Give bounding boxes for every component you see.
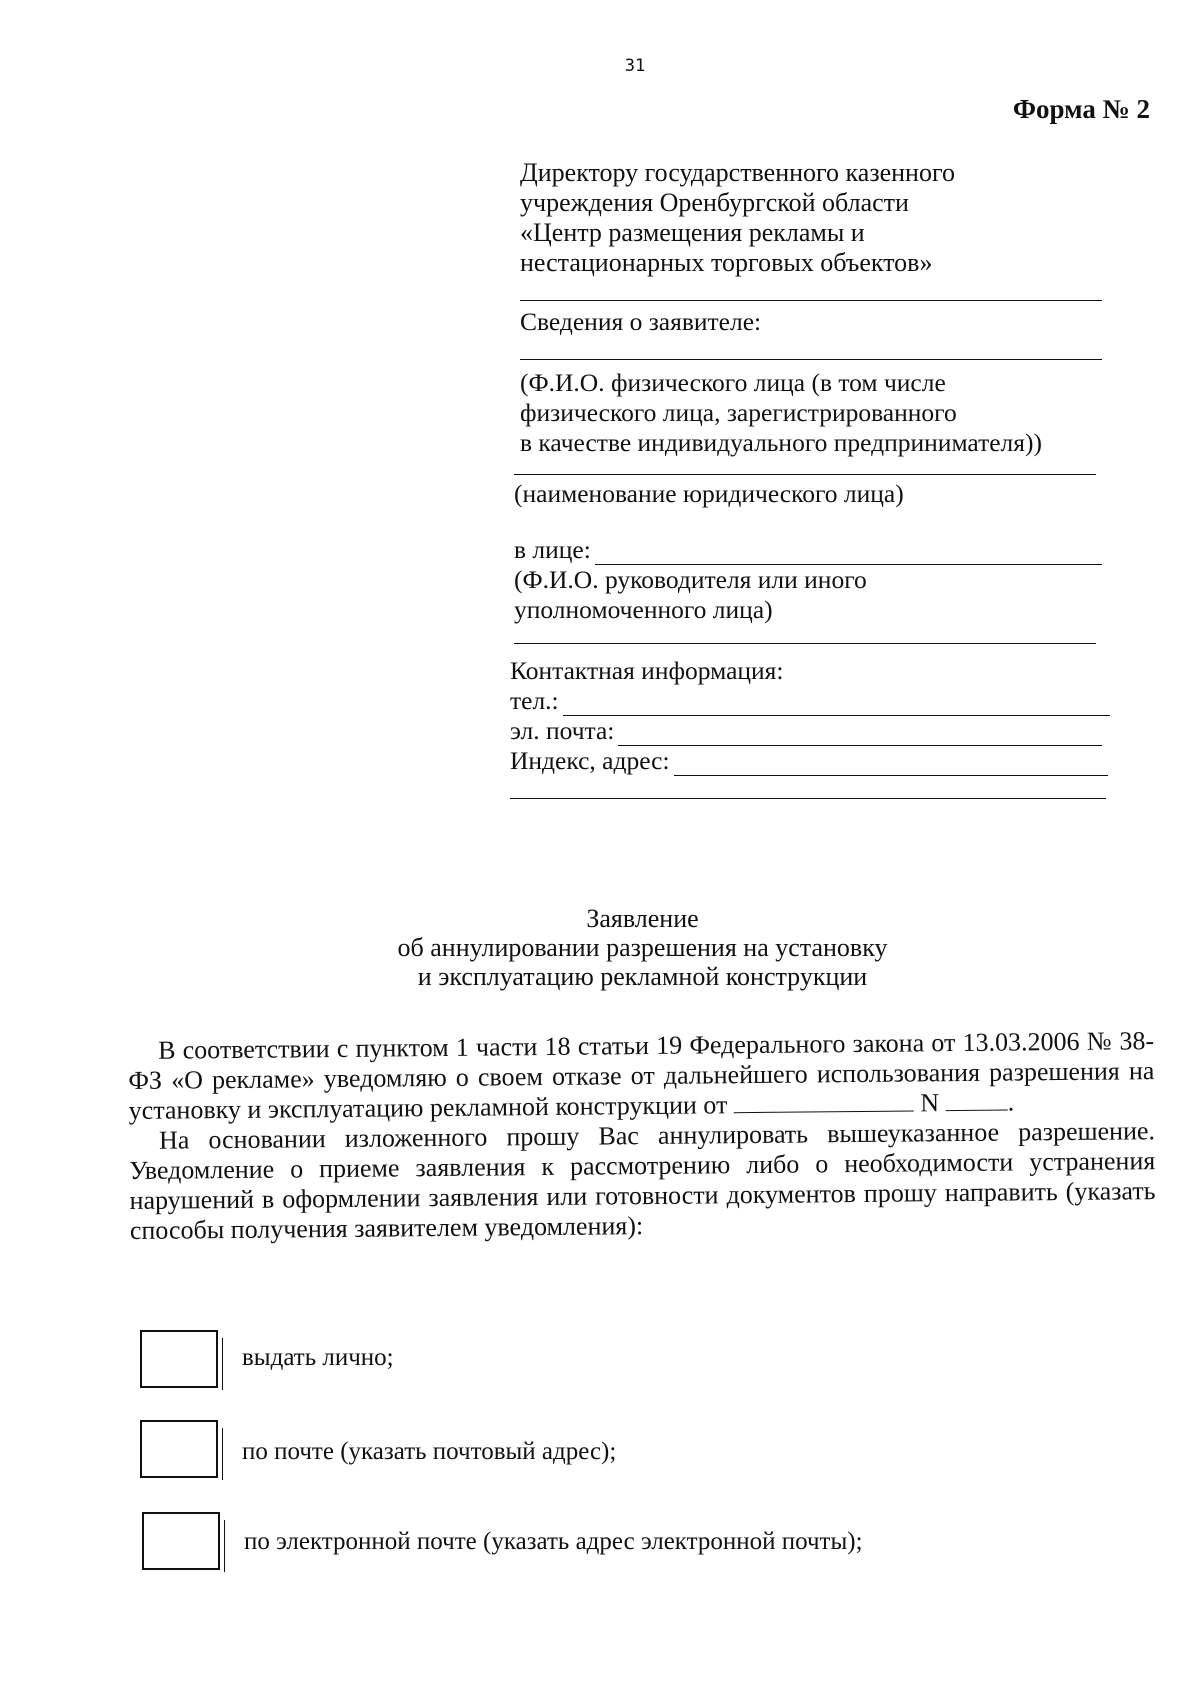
address-label: Индекс, адрес: bbox=[510, 746, 670, 775]
page-number: 31 bbox=[624, 56, 646, 76]
delivery-option-email bbox=[142, 1512, 1142, 1576]
applicant-fill-line[interactable] bbox=[520, 300, 1102, 301]
applicant-header: Сведения о заявителе: bbox=[520, 307, 762, 336]
addressee-line: «Центр размещения рекламы и bbox=[520, 218, 865, 247]
statement-title-line: об аннулировании разрешения на установку bbox=[397, 933, 888, 962]
representative-caption-line: уполномоченного лица) bbox=[514, 595, 773, 624]
in-person-label: выдать лично; bbox=[242, 1344, 394, 1371]
permit-date-field[interactable] bbox=[734, 1090, 914, 1113]
statement-title bbox=[0, 904, 1200, 991]
statement-title-line: и эксплуатацию рекламной конструкции bbox=[417, 962, 868, 991]
statement-body bbox=[128, 1026, 1156, 1246]
number-sign: N bbox=[920, 1088, 940, 1118]
represented-by-row bbox=[514, 535, 1102, 565]
delivery-option-in-person bbox=[140, 1330, 1140, 1394]
addressee-line: учреждения Оренбургской области bbox=[520, 188, 909, 217]
email-label: эл. почта: bbox=[510, 716, 615, 745]
statement-title-line: Заявление bbox=[586, 904, 699, 933]
individual-caption-line: физического лица, зарегистрированного bbox=[520, 398, 957, 427]
individual-name-fill-line[interactable] bbox=[520, 359, 1102, 360]
paragraph-1-text: В соответствии с пунктом 1 части 18 статьи 19 Федерального закона от 13.03.2006 № 38-ФЗ «О рекламе» уведомляю о своем отказе от дальнейшего использования разрешения на установку и эксплуатацию рекламной конструкции от bbox=[128, 1026, 1155, 1125]
legal-entity-caption: (наименование юридического лица) bbox=[514, 479, 904, 508]
individual-caption-line: (Ф.И.О. физического лица (в том числе bbox=[520, 368, 946, 397]
applicant-block bbox=[508, 300, 1108, 799]
representative-caption-line: (Ф.И.О. руководителя или иного bbox=[514, 565, 867, 594]
legal-entity-fill-line[interactable] bbox=[514, 474, 1096, 475]
addressee-line: нестационарных торговых объектов» bbox=[520, 248, 933, 277]
address-continuation-line[interactable] bbox=[510, 798, 1106, 799]
contact-header: Контактная информация: bbox=[510, 656, 784, 685]
paragraph-1-end: . bbox=[1007, 1087, 1015, 1117]
delivery-option-post bbox=[140, 1420, 1140, 1484]
email-field[interactable] bbox=[618, 723, 1102, 746]
statement-paragraph-1 bbox=[128, 1026, 1155, 1126]
statement-paragraph-2: На основании изложенного прошу Вас аннулировать вышеуказанное разрешение. Уведомление о приеме заявления к рассмотрению либо о необходимости устранения нарушений в оформлении заявления или готовности документов прошу направить (указать способы получения заявителем уведомления): bbox=[129, 1116, 1156, 1245]
address-row bbox=[510, 746, 1108, 776]
phone-label: тел.: bbox=[510, 686, 559, 715]
representative-fill-line[interactable] bbox=[514, 643, 1096, 644]
email-row bbox=[510, 716, 1102, 746]
phone-row bbox=[510, 686, 1110, 716]
addressee-block bbox=[520, 158, 1120, 278]
phone-field[interactable] bbox=[563, 693, 1110, 716]
email-checkbox[interactable] bbox=[142, 1512, 220, 1570]
form-number: Форма № 2 bbox=[1012, 94, 1150, 124]
address-field[interactable] bbox=[674, 753, 1108, 776]
represented-by-field[interactable] bbox=[595, 542, 1102, 565]
individual-caption-line: в качестве индивидуального предпринимателя)) bbox=[520, 428, 1042, 457]
in-person-checkbox[interactable] bbox=[140, 1330, 218, 1388]
post-checkbox[interactable] bbox=[140, 1420, 218, 1478]
email-option-label: по электронной почте (указать адрес электронной почты); bbox=[244, 1528, 863, 1555]
permit-number-field[interactable] bbox=[946, 1090, 1008, 1112]
post-label: по почте (указать почтовый адрес); bbox=[242, 1438, 617, 1465]
addressee-line: Директору государственного казенного bbox=[520, 158, 955, 187]
represented-by-label: в лице: bbox=[514, 535, 591, 564]
